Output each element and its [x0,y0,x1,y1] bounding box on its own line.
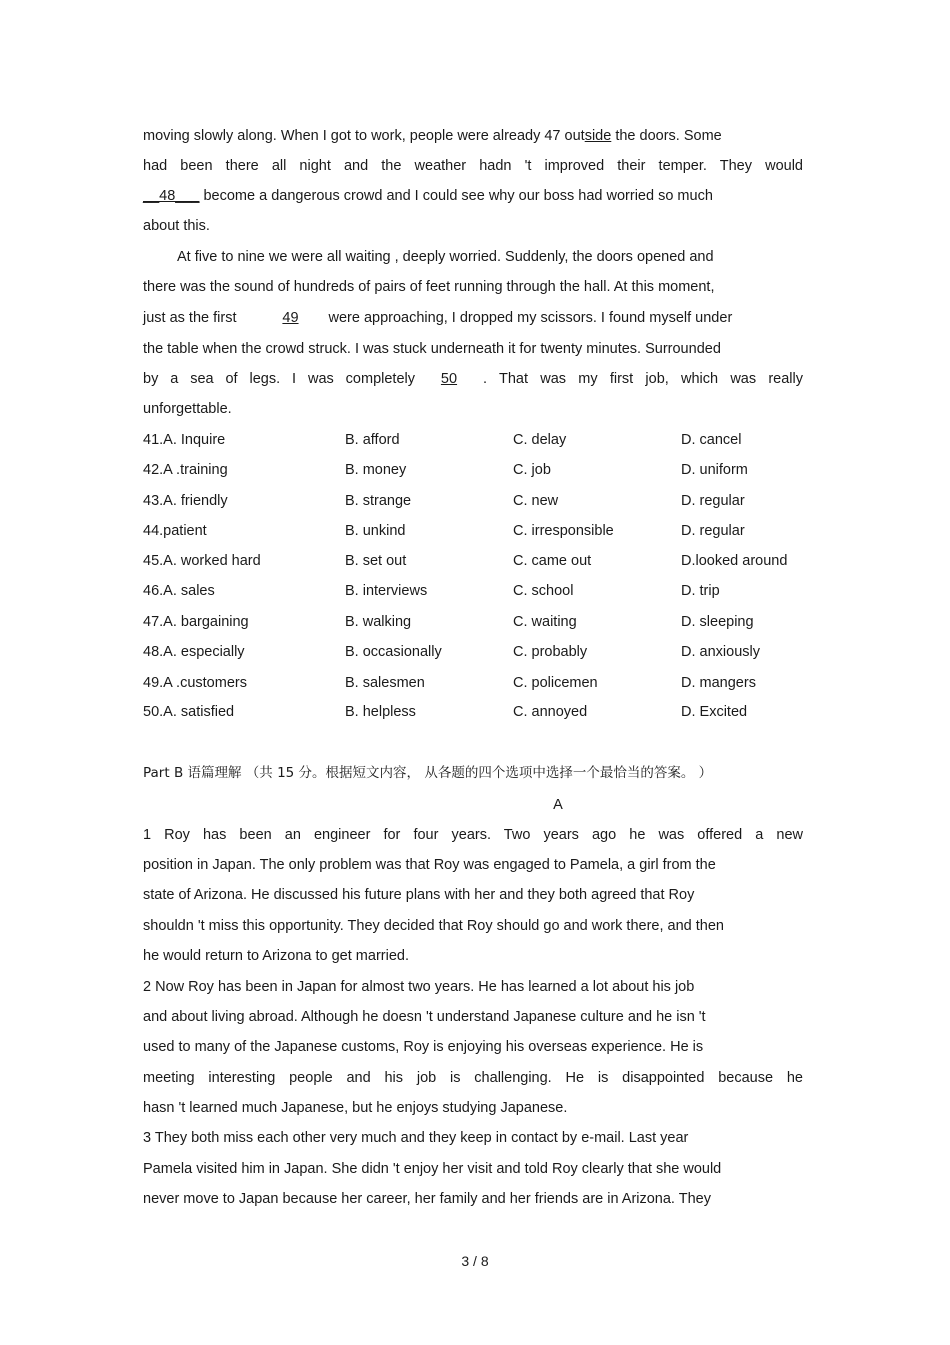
option-row-50 [143,702,803,722]
option-c: C. policemen [513,675,598,691]
reading-line: used to many of the Japanese customs, Roy is enjoying his overseas experience. He is [143,1039,704,1055]
option-d: D. anxiously [681,644,760,660]
passage-line: about this. [143,218,210,234]
passage-line [143,126,803,146]
passage-line: At five to nine we were all waiting , deeply worried. Suddenly, the doors opened and [177,249,714,265]
passage-line: there was the sound of hundreds of pairs of feet running through the hall. At this moment, [143,279,715,295]
option-b: B. helpless [345,704,416,720]
passage-text: the doors. Some [611,128,722,144]
passage-line [143,186,803,206]
reading-line: meeting interesting people and his job is challenging. He is disappointed because he [143,1070,803,1086]
option-row-41 [143,430,803,450]
option-c: C. job [513,462,551,478]
reading-line: and about living abroad. Although he doesn 't understand Japanese culture and he isn 't [143,1009,706,1025]
option-d: D.looked around [681,553,788,569]
blank-49: 49 [282,310,299,326]
page-number: 3 / 8 [461,1253,489,1269]
option-a: 48.A. especially [143,644,245,660]
reading-line: never move to Japan because her career, her family and her friends are in Arizona. They [143,1191,711,1207]
option-c: C. irresponsible [513,523,614,539]
reading-line: Pamela visited him in Japan. She didn 't enjoy her visit and told Roy clearly that she would [143,1161,722,1177]
option-d: D. uniform [681,462,748,478]
option-a: 46.A. sales [143,583,215,599]
option-d: D. Excited [681,704,748,720]
option-b: B. money [345,462,407,478]
option-b: B. strange [345,493,412,509]
option-row-46 [143,581,803,601]
passage-text: become a dangerous crowd and I could see why our boss had worried so much [199,188,713,204]
option-c: C. probably [513,644,588,660]
passage-text: . That was my first job, which was really [483,371,803,387]
option-row-47 [143,612,803,632]
reading-line: he would return to Arizona to get married. [143,948,409,964]
section-letter: A [553,797,563,813]
option-d: D. cancel [681,432,742,448]
option-b: B. walking [345,614,412,630]
reading-line: state of Arizona. He discussed his future plans with her and they both agreed that Roy [143,887,695,903]
reading-line: 2 Now Roy has been in Japan for almost two years. He has learned a lot about his job [143,979,695,995]
reading-line: 3 They both miss each other very much and they keep in contact by e-mail. Last year [143,1130,689,1146]
passage-line: the table when the crowd struck. I was stuck underneath it for twenty minutes. Surrounded [143,341,721,357]
underlined-word: side [584,128,612,144]
option-d: D. mangers [681,675,756,691]
passage-text: were approaching, I dropped my scissors. I found myself under [328,310,733,326]
option-b: B. set out [345,553,407,569]
blank-50: 50 [440,371,458,387]
passage-text: just as the first [143,310,237,326]
passage-line [143,308,803,328]
option-row-45 [143,551,803,571]
option-b: B. unkind [345,523,406,539]
option-a: 47.A. bargaining [143,614,249,630]
option-a: 43.A. friendly [143,493,228,509]
part-b-heading: Part B 语篇理解 （共 15 分。根据短文内容， 从各题的四个选项中选择一个最恰当的答案。 ） [143,765,713,781]
reading-line: shouldn 't miss this opportunity. They decided that Roy should go and work there, and then [143,918,724,934]
option-b: B. afford [345,432,400,448]
option-b: B. interviews [345,583,428,599]
option-b: B. salesmen [345,675,425,691]
passage-line: had been there all night and the weather hadn 't improved their temper. They would [143,158,803,174]
option-d: D. regular [681,523,745,539]
option-a: 41.A. Inquire [143,432,226,448]
option-a: 50.A. satisfied [143,704,235,720]
option-row-42 [143,460,803,480]
option-c: C. annoyed [513,704,588,720]
passage-text: moving slowly along. When I got to work, people were already 47 out [143,128,585,144]
option-row-49 [143,673,803,693]
option-row-44 [143,521,803,541]
option-row-48 [143,642,803,662]
option-c: C. school [513,583,574,599]
blank-48: __48___ [143,188,200,204]
reading-line: hasn 't learned much Japanese, but he enjoys studying Japanese. [143,1100,568,1116]
passage-line [143,369,803,389]
option-c: C. came out [513,553,592,569]
option-c: C. delay [513,432,567,448]
option-d: D. sleeping [681,614,754,630]
reading-line: position in Japan. The only problem was that Roy was engaged to Pamela, a girl from the [143,857,716,873]
option-a: 44.patient [143,523,207,539]
option-row-43 [143,491,803,511]
passage-line: unforgettable. [143,401,232,417]
option-c: C. waiting [513,614,577,630]
option-b: B. occasionally [345,644,442,660]
option-d: D. regular [681,493,745,509]
option-a: 45.A. worked hard [143,553,261,569]
reading-line: 1 Roy has been an engineer for four years. Two years ago he was offered a new [143,827,803,843]
option-a: 42.A .training [143,462,228,478]
passage-text: by a sea of legs. I was completely [143,371,415,387]
option-d: D. trip [681,583,720,599]
option-c: C. new [513,493,559,509]
option-a: 49.A .customers [143,675,247,691]
